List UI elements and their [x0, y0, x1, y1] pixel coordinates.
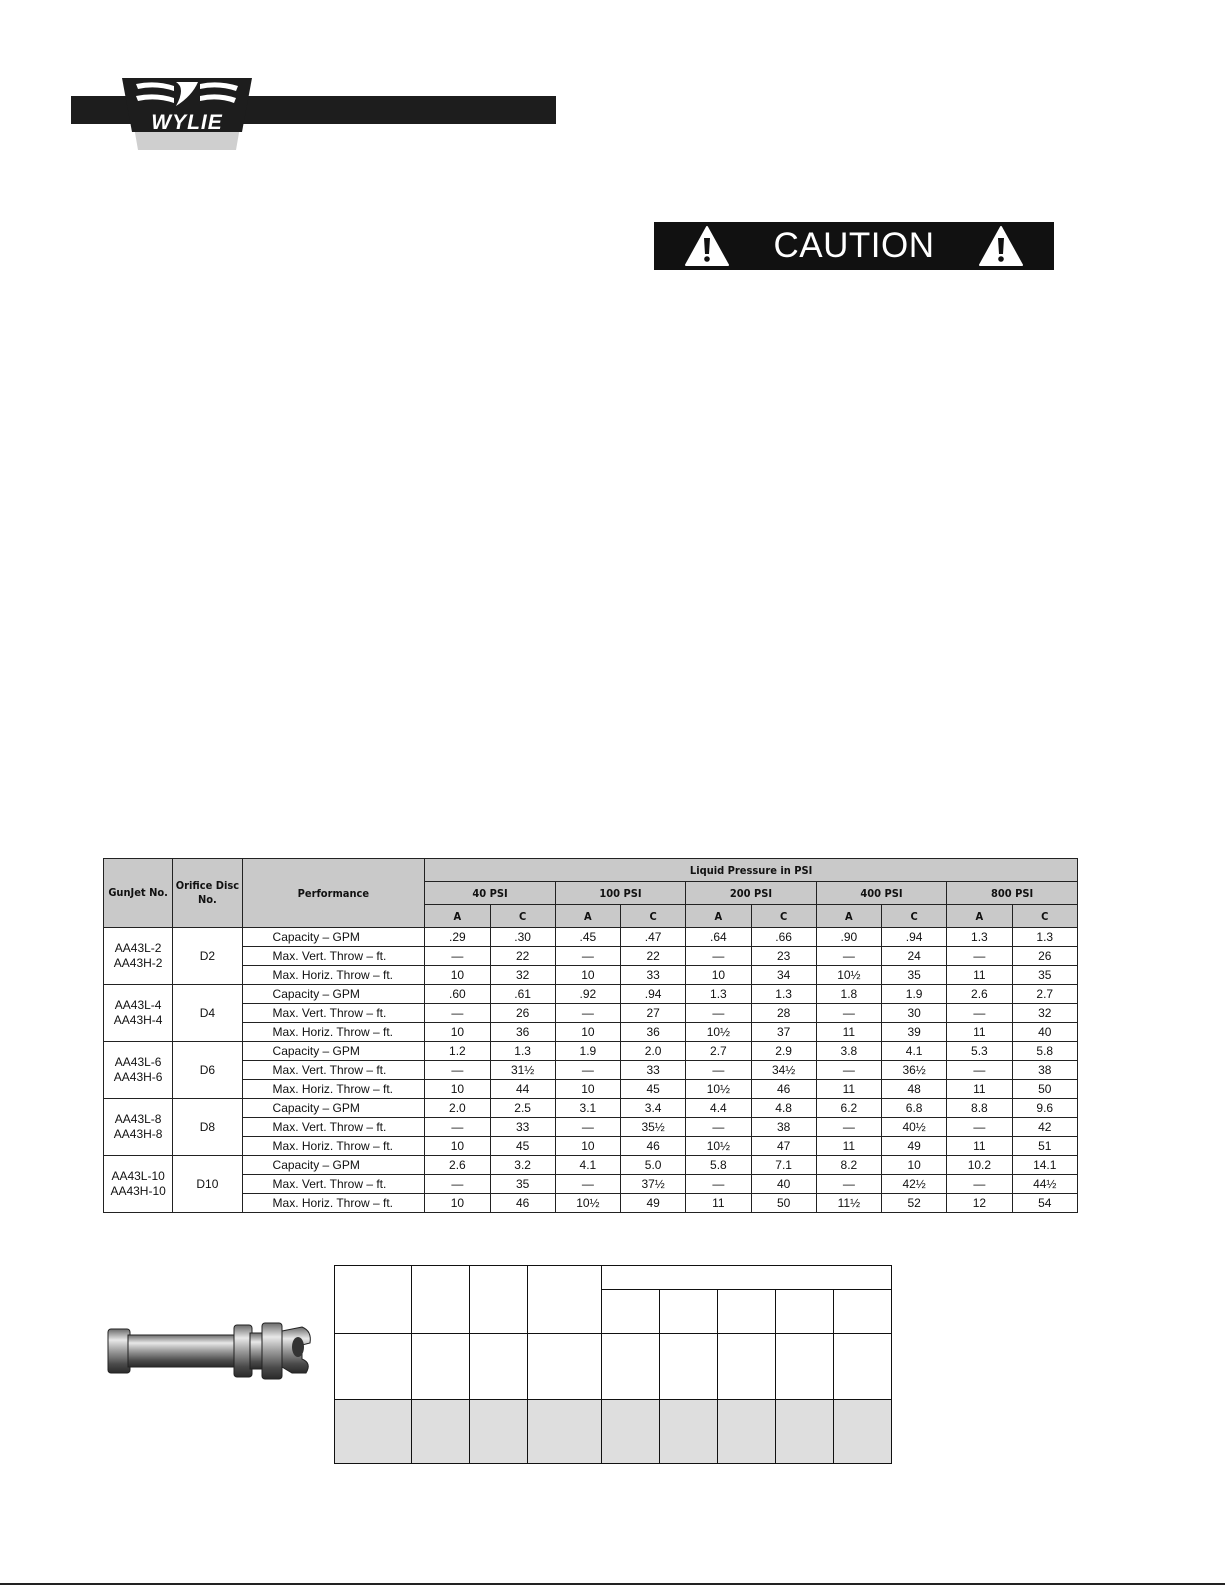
- value-cell: 37: [751, 1023, 816, 1042]
- grid-cell: [470, 1400, 528, 1464]
- gunjet-number: [104, 1099, 173, 1156]
- value-cell: 46: [621, 1137, 686, 1156]
- value-cell: 35½: [621, 1118, 686, 1137]
- value-cell: 4.1: [555, 1156, 620, 1175]
- value-cell: 33: [490, 1118, 555, 1137]
- grid-cell: [776, 1290, 834, 1334]
- value-cell: 5.3: [947, 1042, 1012, 1061]
- value-cell: —: [816, 947, 881, 966]
- value-cell: 11: [947, 966, 1012, 985]
- grid-cell: [718, 1400, 776, 1464]
- value-cell: —: [816, 1175, 881, 1194]
- value-cell: 10: [425, 1023, 490, 1042]
- gunjet-model: AA43H-8: [113, 1127, 163, 1141]
- value-cell: 51: [1012, 1137, 1078, 1156]
- value-cell: 10.2: [947, 1156, 1012, 1175]
- value-cell: —: [816, 1118, 881, 1137]
- value-cell: —: [947, 1175, 1012, 1194]
- value-cell: —: [555, 1118, 620, 1137]
- header-psi: 400 PSI: [816, 882, 947, 905]
- value-cell: —: [686, 1004, 751, 1023]
- value-cell: 22: [490, 947, 555, 966]
- value-cell: 22: [621, 947, 686, 966]
- grid-cell: [660, 1290, 718, 1334]
- value-cell: 42½: [882, 1175, 947, 1194]
- value-cell: 1.9: [555, 1042, 620, 1061]
- value-cell: 1.3: [1012, 928, 1078, 947]
- value-cell: —: [555, 1175, 620, 1194]
- grid-cell: [660, 1334, 718, 1400]
- value-cell: 3.2: [490, 1156, 555, 1175]
- header-c: C: [490, 905, 555, 928]
- header-psi: 40 PSI: [425, 882, 556, 905]
- table-row: [104, 1042, 1078, 1061]
- header-pressure: Liquid Pressure in PSI: [425, 859, 1078, 882]
- table-row: [104, 1175, 1078, 1194]
- grid-cell: [412, 1266, 470, 1334]
- value-cell: 34½: [751, 1061, 816, 1080]
- performance-label: Max. Horiz. Throw – ft.: [242, 1137, 425, 1156]
- grid-cell: [412, 1334, 470, 1400]
- value-cell: —: [686, 1061, 751, 1080]
- value-cell: 26: [1012, 947, 1078, 966]
- gunjet-model: AA43L-2: [114, 941, 162, 955]
- value-cell: 26: [490, 1004, 555, 1023]
- value-cell: —: [555, 947, 620, 966]
- value-cell: 10: [686, 966, 751, 985]
- value-cell: 2.0: [621, 1042, 686, 1061]
- value-cell: 1.3: [490, 1042, 555, 1061]
- value-cell: 52: [882, 1194, 947, 1213]
- grid-cell: [602, 1266, 892, 1290]
- header-c: C: [621, 905, 686, 928]
- grid-cell: [776, 1400, 834, 1464]
- header-c: C: [751, 905, 816, 928]
- table-row: [104, 985, 1078, 1004]
- grid-cell: [660, 1400, 718, 1464]
- performance-label: Capacity – GPM: [242, 1156, 425, 1175]
- table-row: [104, 966, 1078, 985]
- table-row: [104, 928, 1078, 947]
- grid-cell: [602, 1334, 660, 1400]
- header-psi: 200 PSI: [686, 882, 817, 905]
- value-cell: —: [947, 1004, 1012, 1023]
- value-cell: 14.1: [1012, 1156, 1078, 1175]
- value-cell: 1.3: [947, 928, 1012, 947]
- orifice-disc: D6: [173, 1042, 242, 1099]
- grid-cell: [834, 1334, 892, 1400]
- grid-cell: [412, 1400, 470, 1464]
- value-cell: .29: [425, 928, 490, 947]
- orifice-disc: D4: [173, 985, 242, 1042]
- value-cell: 11: [947, 1080, 1012, 1099]
- grid-cell: [470, 1334, 528, 1400]
- performance-table: [103, 858, 1078, 1213]
- value-cell: 35: [1012, 966, 1078, 985]
- table-row: [104, 1194, 1078, 1213]
- grid-cell: [335, 1266, 412, 1334]
- value-cell: 2.5: [490, 1099, 555, 1118]
- value-cell: 10½: [686, 1137, 751, 1156]
- value-cell: —: [425, 1175, 490, 1194]
- value-cell: 44½: [1012, 1175, 1078, 1194]
- table-row: [104, 1004, 1078, 1023]
- value-cell: 10: [555, 1080, 620, 1099]
- table-row: [104, 947, 1078, 966]
- grid-cell: [470, 1266, 528, 1334]
- performance-label: Max. Vert. Throw – ft.: [242, 1118, 425, 1137]
- logo-text: WYLIE: [151, 111, 223, 134]
- grid-cell: [602, 1400, 660, 1464]
- value-cell: 3.1: [555, 1099, 620, 1118]
- value-cell: .64: [686, 928, 751, 947]
- value-cell: 10: [555, 1137, 620, 1156]
- gunjet-model: AA43H-6: [113, 1070, 163, 1084]
- value-cell: 49: [882, 1137, 947, 1156]
- value-cell: 4.4: [686, 1099, 751, 1118]
- value-cell: 38: [1012, 1061, 1078, 1080]
- header-psi: 100 PSI: [555, 882, 686, 905]
- value-cell: .94: [882, 928, 947, 947]
- grid-cell: [528, 1266, 602, 1334]
- value-cell: 32: [1012, 1004, 1078, 1023]
- table-row: [104, 1099, 1078, 1118]
- performance-label: Max. Horiz. Throw – ft.: [242, 1080, 425, 1099]
- header-a: A: [555, 905, 620, 928]
- value-cell: 46: [490, 1194, 555, 1213]
- table-row: [104, 1118, 1078, 1137]
- value-cell: 6.8: [882, 1099, 947, 1118]
- value-cell: 5.8: [686, 1156, 751, 1175]
- table-row: [104, 1080, 1078, 1099]
- value-cell: 5.0: [621, 1156, 686, 1175]
- value-cell: 10: [555, 966, 620, 985]
- value-cell: 49: [621, 1194, 686, 1213]
- value-cell: 33: [621, 966, 686, 985]
- grid-cell: [528, 1400, 602, 1464]
- value-cell: 2.7: [1012, 985, 1078, 1004]
- value-cell: 35: [882, 966, 947, 985]
- grid-cell: [718, 1334, 776, 1400]
- performance-label: Capacity – GPM: [242, 1099, 425, 1118]
- value-cell: .45: [555, 928, 620, 947]
- value-cell: 40: [1012, 1023, 1078, 1042]
- value-cell: —: [425, 947, 490, 966]
- value-cell: 28: [751, 1004, 816, 1023]
- grid-cell: [834, 1400, 892, 1464]
- value-cell: 10: [425, 966, 490, 985]
- value-cell: 1.3: [686, 985, 751, 1004]
- gunjet-model: AA43L-6: [114, 1055, 162, 1069]
- grid-cell: [602, 1290, 660, 1334]
- value-cell: 30: [882, 1004, 947, 1023]
- value-cell: 24: [882, 947, 947, 966]
- orifice-disc: D2: [173, 928, 242, 985]
- value-cell: 8.8: [947, 1099, 1012, 1118]
- value-cell: 1.9: [882, 985, 947, 1004]
- gunjet-model: AA43L-10: [111, 1169, 165, 1183]
- value-cell: 36: [621, 1023, 686, 1042]
- value-cell: —: [947, 947, 1012, 966]
- value-cell: 1.2: [425, 1042, 490, 1061]
- wylie-logo: [116, 74, 258, 152]
- value-cell: 3.4: [621, 1099, 686, 1118]
- header-orifice: Orifice Disc No.: [173, 859, 242, 928]
- value-cell: 44: [490, 1080, 555, 1099]
- value-cell: 4.1: [882, 1042, 947, 1061]
- value-cell: 38: [751, 1118, 816, 1137]
- value-cell: 23: [751, 947, 816, 966]
- value-cell: 1.3: [751, 985, 816, 1004]
- value-cell: 5.8: [1012, 1042, 1078, 1061]
- value-cell: —: [425, 1004, 490, 1023]
- value-cell: 11: [686, 1194, 751, 1213]
- value-cell: 10: [555, 1023, 620, 1042]
- value-cell: .92: [555, 985, 620, 1004]
- grid-cell: [528, 1334, 602, 1400]
- table-row: [104, 1023, 1078, 1042]
- value-cell: 34: [751, 966, 816, 985]
- header-psi: 800 PSI: [947, 882, 1078, 905]
- value-cell: 10½: [555, 1194, 620, 1213]
- performance-table-body: [104, 928, 1078, 1213]
- value-cell: —: [686, 1118, 751, 1137]
- gunjet-number: [104, 1042, 173, 1099]
- header-c: C: [882, 905, 947, 928]
- performance-label: Max. Vert. Throw – ft.: [242, 1061, 425, 1080]
- table-row: [104, 1156, 1078, 1175]
- value-cell: 54: [1012, 1194, 1078, 1213]
- value-cell: .47: [621, 928, 686, 947]
- performance-label: Capacity – GPM: [242, 985, 425, 1004]
- value-cell: 11: [816, 1137, 881, 1156]
- value-cell: 7.1: [751, 1156, 816, 1175]
- performance-label: Max. Horiz. Throw – ft.: [242, 966, 425, 985]
- value-cell: 27: [621, 1004, 686, 1023]
- grid-cell: [834, 1290, 892, 1334]
- value-cell: —: [947, 1061, 1012, 1080]
- value-cell: 36½: [882, 1061, 947, 1080]
- value-cell: —: [947, 1118, 1012, 1137]
- gunjet-model: AA43H-10: [110, 1184, 166, 1198]
- header-performance: Performance: [242, 859, 425, 928]
- value-cell: —: [816, 1061, 881, 1080]
- value-cell: 3.8: [816, 1042, 881, 1061]
- value-cell: .94: [621, 985, 686, 1004]
- gunjet-model: AA43L-4: [114, 998, 162, 1012]
- grid-cell: [776, 1334, 834, 1400]
- header-a: A: [425, 905, 490, 928]
- performance-label: Max. Vert. Throw – ft.: [242, 1004, 425, 1023]
- value-cell: 40½: [882, 1118, 947, 1137]
- value-cell: 12: [947, 1194, 1012, 1213]
- value-cell: 45: [490, 1137, 555, 1156]
- grid-cell: [718, 1290, 776, 1334]
- blank-grid-table: [334, 1265, 892, 1464]
- value-cell: 39: [882, 1023, 947, 1042]
- value-cell: 32: [490, 966, 555, 985]
- value-cell: 4.8: [751, 1099, 816, 1118]
- value-cell: 11: [816, 1023, 881, 1042]
- value-cell: 10: [425, 1137, 490, 1156]
- value-cell: 2.9: [751, 1042, 816, 1061]
- gunjet-number: [104, 1156, 173, 1213]
- caution-banner: [654, 222, 1054, 270]
- value-cell: 10: [425, 1194, 490, 1213]
- value-cell: 10½: [686, 1080, 751, 1099]
- caution-text: CAUTION: [773, 226, 935, 265]
- value-cell: —: [555, 1004, 620, 1023]
- value-cell: 2.6: [947, 985, 1012, 1004]
- value-cell: .60: [425, 985, 490, 1004]
- value-cell: 6.2: [816, 1099, 881, 1118]
- header-c: C: [1012, 905, 1078, 928]
- value-cell: 50: [751, 1194, 816, 1213]
- value-cell: 37½: [621, 1175, 686, 1194]
- gunjet-model: AA43H-2: [113, 956, 163, 970]
- value-cell: .90: [816, 928, 881, 947]
- value-cell: 11½: [816, 1194, 881, 1213]
- header-a: A: [816, 905, 881, 928]
- grid-cell: [335, 1400, 412, 1464]
- gunjet-number: [104, 985, 173, 1042]
- performance-label: Max. Horiz. Throw – ft.: [242, 1194, 425, 1213]
- value-cell: 10: [425, 1080, 490, 1099]
- value-cell: —: [555, 1061, 620, 1080]
- value-cell: 2.0: [425, 1099, 490, 1118]
- table-row: [104, 1061, 1078, 1080]
- value-cell: 40: [751, 1175, 816, 1194]
- performance-label: Capacity – GPM: [242, 928, 425, 947]
- performance-label: Capacity – GPM: [242, 1042, 425, 1061]
- value-cell: 8.2: [816, 1156, 881, 1175]
- header-gunjet: GunJet No.: [104, 859, 173, 928]
- value-cell: 36: [490, 1023, 555, 1042]
- value-cell: 50: [1012, 1080, 1078, 1099]
- value-cell: 48: [882, 1080, 947, 1099]
- value-cell: —: [425, 1061, 490, 1080]
- value-cell: —: [816, 1004, 881, 1023]
- orifice-disc: D10: [173, 1156, 242, 1213]
- value-cell: 10½: [816, 966, 881, 985]
- value-cell: 9.6: [1012, 1099, 1078, 1118]
- value-cell: —: [425, 1118, 490, 1137]
- value-cell: 11: [947, 1137, 1012, 1156]
- performance-label: Max. Horiz. Throw – ft.: [242, 1023, 425, 1042]
- value-cell: 35: [490, 1175, 555, 1194]
- spray-nozzle-image: [106, 1315, 318, 1387]
- grid-cell: [335, 1334, 412, 1400]
- value-cell: —: [686, 1175, 751, 1194]
- value-cell: 2.6: [425, 1156, 490, 1175]
- value-cell: 42: [1012, 1118, 1078, 1137]
- value-cell: .30: [490, 928, 555, 947]
- header-a: A: [686, 905, 751, 928]
- performance-label: Max. Vert. Throw – ft.: [242, 1175, 425, 1194]
- value-cell: 46: [751, 1080, 816, 1099]
- header-a: A: [947, 905, 1012, 928]
- value-cell: 11: [816, 1080, 881, 1099]
- value-cell: 11: [947, 1023, 1012, 1042]
- value-cell: —: [686, 947, 751, 966]
- value-cell: 10½: [686, 1023, 751, 1042]
- table-row: [104, 1137, 1078, 1156]
- gunjet-model: AA43H-4: [113, 1013, 163, 1027]
- orifice-disc: D8: [173, 1099, 242, 1156]
- value-cell: 2.7: [686, 1042, 751, 1061]
- value-cell: 47: [751, 1137, 816, 1156]
- warning-triangle-icon: [684, 225, 730, 267]
- value-cell: 1.8: [816, 985, 881, 1004]
- gunjet-model: AA43L-8: [114, 1112, 162, 1126]
- value-cell: 45: [621, 1080, 686, 1099]
- value-cell: 31½: [490, 1061, 555, 1080]
- value-cell: .66: [751, 928, 816, 947]
- performance-label: Max. Vert. Throw – ft.: [242, 947, 425, 966]
- value-cell: 33: [621, 1061, 686, 1080]
- warning-triangle-icon: [978, 225, 1024, 267]
- value-cell: .61: [490, 985, 555, 1004]
- value-cell: 10: [882, 1156, 947, 1175]
- gunjet-number: [104, 928, 173, 985]
